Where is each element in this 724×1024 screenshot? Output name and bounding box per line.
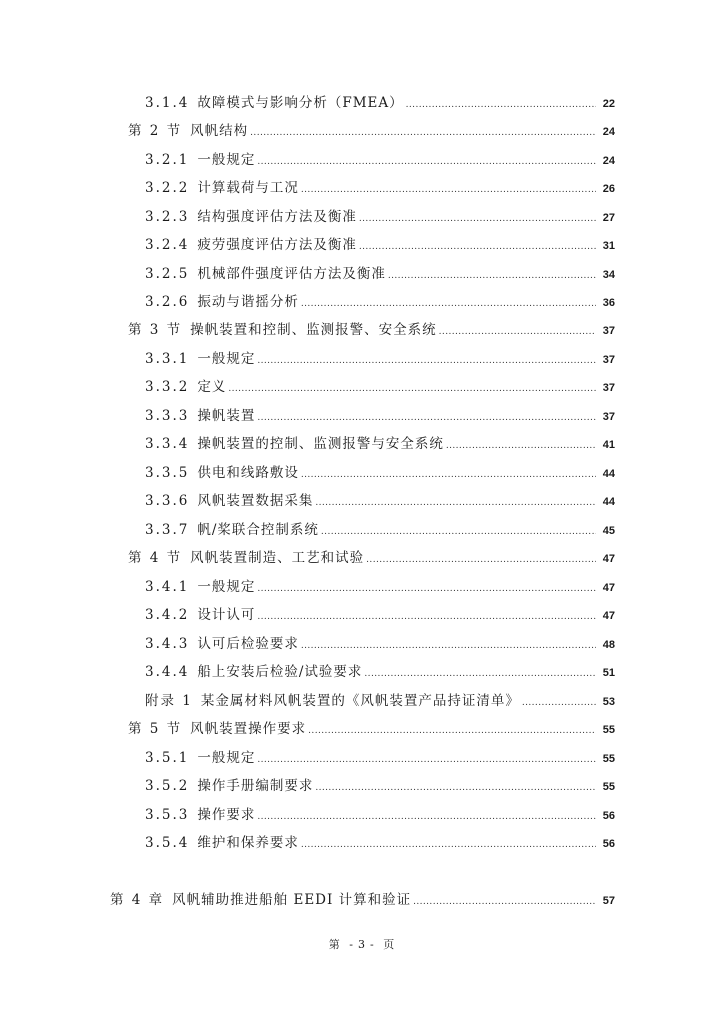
toc-entry-3-2-4[interactable] xyxy=(145,235,615,255)
toc-entry-chapter-4[interactable] xyxy=(110,890,615,910)
toc-entry-page: 41 xyxy=(602,439,615,451)
toc-entry-3-2-2[interactable] xyxy=(145,178,615,198)
toc-entry-title: 风帆装置数据采集 xyxy=(197,493,314,509)
toc-entry-page: 47 xyxy=(602,582,615,594)
toc-leader-dots xyxy=(301,467,596,483)
toc-entry-title: 定义 xyxy=(197,379,227,395)
toc-entry-number: 3.2.5 xyxy=(145,266,190,282)
toc-entry-number: 第 4 节 xyxy=(128,550,183,566)
toc-entry-page: 47 xyxy=(602,610,615,622)
toc-entry-page: 37 xyxy=(602,411,615,423)
toc-entry-3-2-3[interactable] xyxy=(145,207,615,227)
toc-leader-dots xyxy=(301,638,596,654)
toc-leader-dots xyxy=(228,381,596,397)
toc-entry-page: 47 xyxy=(602,553,615,565)
toc-leader-dots xyxy=(301,296,596,312)
toc-leader-dots xyxy=(359,211,596,227)
toc-entry-title: 维护和保养要求 xyxy=(197,835,299,851)
toc-entry-number: 第 5 节 xyxy=(128,721,183,737)
toc-entry-3-3-6[interactable] xyxy=(145,491,615,511)
toc-entry-title: 操作手册编制要求 xyxy=(197,778,314,794)
toc-entry-number: 3.3.4 xyxy=(145,436,190,452)
toc-entry-3-5-3[interactable] xyxy=(145,805,615,825)
toc-entry-number: 3.3.6 xyxy=(145,493,190,509)
toc-leader-dots xyxy=(308,723,596,739)
toc-entry-page: 37 xyxy=(602,325,615,337)
toc-leader-dots xyxy=(257,609,596,625)
toc-leader-dots xyxy=(364,666,596,682)
toc-leader-dots xyxy=(439,324,596,340)
toc-leader-dots xyxy=(315,495,596,511)
toc-entry-page: 56 xyxy=(602,810,615,822)
toc-entry-3-4-1[interactable] xyxy=(145,577,615,597)
toc-leader-dots xyxy=(522,695,596,711)
toc-entry-title: 操作要求 xyxy=(197,807,256,823)
toc-entry-number: 第 3 节 xyxy=(128,322,183,338)
toc-leader-dots xyxy=(257,809,596,825)
toc-entry-3-4-3[interactable] xyxy=(145,634,615,654)
toc-entry-page: 44 xyxy=(602,496,615,508)
toc-entry-number: 第 2 节 xyxy=(128,123,183,139)
toc-leader-dots xyxy=(413,894,596,910)
toc-entry-page: 45 xyxy=(602,525,615,537)
footer-page-number: 3 xyxy=(358,938,366,951)
toc-entry-title: 振动与谐摇分析 xyxy=(197,294,299,310)
toc-entry-3-2-5[interactable] xyxy=(145,264,615,284)
toc-entry-page: 51 xyxy=(602,667,615,679)
toc-entry-3-2-6[interactable] xyxy=(145,292,615,312)
toc-entry-number: 3.2.6 xyxy=(145,294,190,310)
toc-entry-title: 操帆装置的控制、监测报警与安全系统 xyxy=(197,436,444,452)
toc-entry-page: 27 xyxy=(602,212,615,224)
toc-entry-page: 57 xyxy=(602,895,615,907)
toc-entry-number: 3.5.4 xyxy=(145,835,190,851)
toc-entry-page: 34 xyxy=(602,269,615,281)
toc-entry-number: 3.2.1 xyxy=(145,152,190,168)
toc-entry-title: 帆/桨联合控制系统 xyxy=(197,522,319,538)
toc-entry-page: 53 xyxy=(602,696,615,708)
toc-leader-dots xyxy=(388,268,596,284)
toc-entry-page: 55 xyxy=(602,753,615,765)
toc-entry-title: 风帆结构 xyxy=(190,123,249,139)
toc-entry-title: 某金属材料风帆装置的《风帆装置产品持证清单》 xyxy=(200,693,520,709)
toc-entry-3-3-1[interactable] xyxy=(145,349,615,369)
toc-entry-title: 风帆辅助推进船舶 EEDI 计算和验证 xyxy=(172,892,412,908)
toc-entry-3-2-1[interactable] xyxy=(145,150,615,170)
toc-entry-number: 3.4.2 xyxy=(145,607,190,623)
toc-leader-dots xyxy=(250,125,596,141)
toc-entry-number: 3.3.7 xyxy=(145,522,190,538)
toc-entry-title: 结构强度评估方法及衡准 xyxy=(197,209,357,225)
toc-leader-dots xyxy=(257,154,596,170)
toc-entry-page: 24 xyxy=(602,126,615,138)
toc-entry-title: 操帆装置 xyxy=(197,408,256,424)
toc-entry-3-3-5[interactable] xyxy=(145,463,615,483)
toc-entry-number: 3.2.4 xyxy=(145,237,190,253)
toc-entry-title: 供电和线路敷设 xyxy=(197,465,299,481)
toc-entry-3-5-1[interactable] xyxy=(145,748,615,768)
toc-entry-title: 操帆装置和控制、监测报警、安全系统 xyxy=(190,322,437,338)
toc-entry-number: 3.1.4 xyxy=(145,95,190,111)
toc-leader-dots xyxy=(257,410,596,426)
toc-entry-title: 疲劳强度评估方法及衡准 xyxy=(197,237,357,253)
toc-entry-3-5-2[interactable] xyxy=(145,776,615,796)
toc-entry-number: 3.5.1 xyxy=(145,750,190,766)
toc-entry-title: 计算载荷与工况 xyxy=(197,180,299,196)
toc-entry-3-1-4[interactable] xyxy=(145,93,615,113)
toc-entry-page: 26 xyxy=(602,183,615,195)
toc-entry-page: 37 xyxy=(602,382,615,394)
toc-entry-page: 55 xyxy=(602,724,615,736)
toc-entry-title: 机械部件强度评估方法及衡准 xyxy=(197,266,386,282)
toc-leader-dots xyxy=(257,353,596,369)
toc-entry-section-2[interactable] xyxy=(128,121,615,141)
toc-leader-dots xyxy=(315,780,596,796)
toc-leader-dots xyxy=(446,438,596,454)
toc-entry-title: 故障模式与影响分析（FMEA） xyxy=(197,95,404,111)
toc-entry-3-3-3[interactable] xyxy=(145,406,615,426)
toc-entry-section-3[interactable] xyxy=(128,320,615,340)
toc-entry-page: 24 xyxy=(602,155,615,167)
toc-entry-title: 一般规定 xyxy=(197,152,256,168)
toc-entry-page: 56 xyxy=(602,838,615,850)
toc-entry-3-4-2[interactable] xyxy=(145,605,615,625)
toc-leader-dots xyxy=(301,182,596,198)
toc-entry-number: 附录 1 xyxy=(145,693,193,709)
toc-entry-title: 风帆装置制造、工艺和试验 xyxy=(190,550,365,566)
toc-entry-number: 3.3.3 xyxy=(145,408,190,424)
toc-entry-3-5-4[interactable] xyxy=(145,833,615,853)
toc-entry-number: 3.5.3 xyxy=(145,807,190,823)
toc-entry-3-4-4[interactable] xyxy=(145,662,615,682)
toc-entry-title: 认可后检验要求 xyxy=(197,636,299,652)
toc-entry-number: 3.2.2 xyxy=(145,180,190,196)
toc-entry-title: 船上安装后检验/试验要求 xyxy=(197,664,363,680)
page-footer: 第 - 3 - 页 xyxy=(328,938,396,951)
toc-entry-number: 3.5.2 xyxy=(145,778,190,794)
toc-entry-section-5[interactable] xyxy=(128,719,615,739)
toc-leader-dots xyxy=(301,837,596,853)
toc-entry-page: 37 xyxy=(602,354,615,366)
toc-entry-number: 3.3.5 xyxy=(145,465,190,481)
toc-entry-title: 风帆装置操作要求 xyxy=(190,721,307,737)
toc-entry-title: 一般规定 xyxy=(197,750,256,766)
toc-entry-number: 3.3.1 xyxy=(145,351,190,367)
toc-leader-dots xyxy=(359,239,596,255)
toc-entry-number: 3.4.4 xyxy=(145,664,190,680)
toc-entry-section-4[interactable] xyxy=(128,548,615,568)
toc-entry-appendix-1[interactable] xyxy=(145,691,615,711)
toc-entry-title: 设计认可 xyxy=(197,607,256,623)
toc-entry-3-3-7[interactable] xyxy=(145,520,615,540)
toc-leader-dots xyxy=(366,552,596,568)
toc-entry-page: 31 xyxy=(602,240,615,252)
toc-leader-dots xyxy=(406,97,596,113)
toc-entry-number: 3.4.3 xyxy=(145,636,190,652)
toc-entry-title: 一般规定 xyxy=(197,351,256,367)
toc-entry-page: 48 xyxy=(602,639,615,651)
toc-leader-dots xyxy=(321,524,596,540)
toc-entry-page: 22 xyxy=(602,98,615,110)
footer-suffix: 页 xyxy=(383,938,396,951)
toc-entry-title: 一般规定 xyxy=(197,579,256,595)
footer-prefix: 第 xyxy=(328,938,341,951)
toc-entry-3-3-4[interactable] xyxy=(145,434,615,454)
toc-entry-3-3-2[interactable] xyxy=(145,377,615,397)
toc-entry-page: 44 xyxy=(602,468,615,480)
toc-leader-dots xyxy=(257,752,596,768)
toc-entry-page: 55 xyxy=(602,781,615,793)
toc-entry-number: 3.3.2 xyxy=(145,379,190,395)
toc-entry-page: 36 xyxy=(602,297,615,309)
toc-entry-number: 第 4 章 xyxy=(110,892,165,908)
toc-leader-dots xyxy=(257,581,596,597)
toc-entry-number: 3.2.3 xyxy=(145,209,190,225)
toc-entry-number: 3.4.1 xyxy=(145,579,190,595)
